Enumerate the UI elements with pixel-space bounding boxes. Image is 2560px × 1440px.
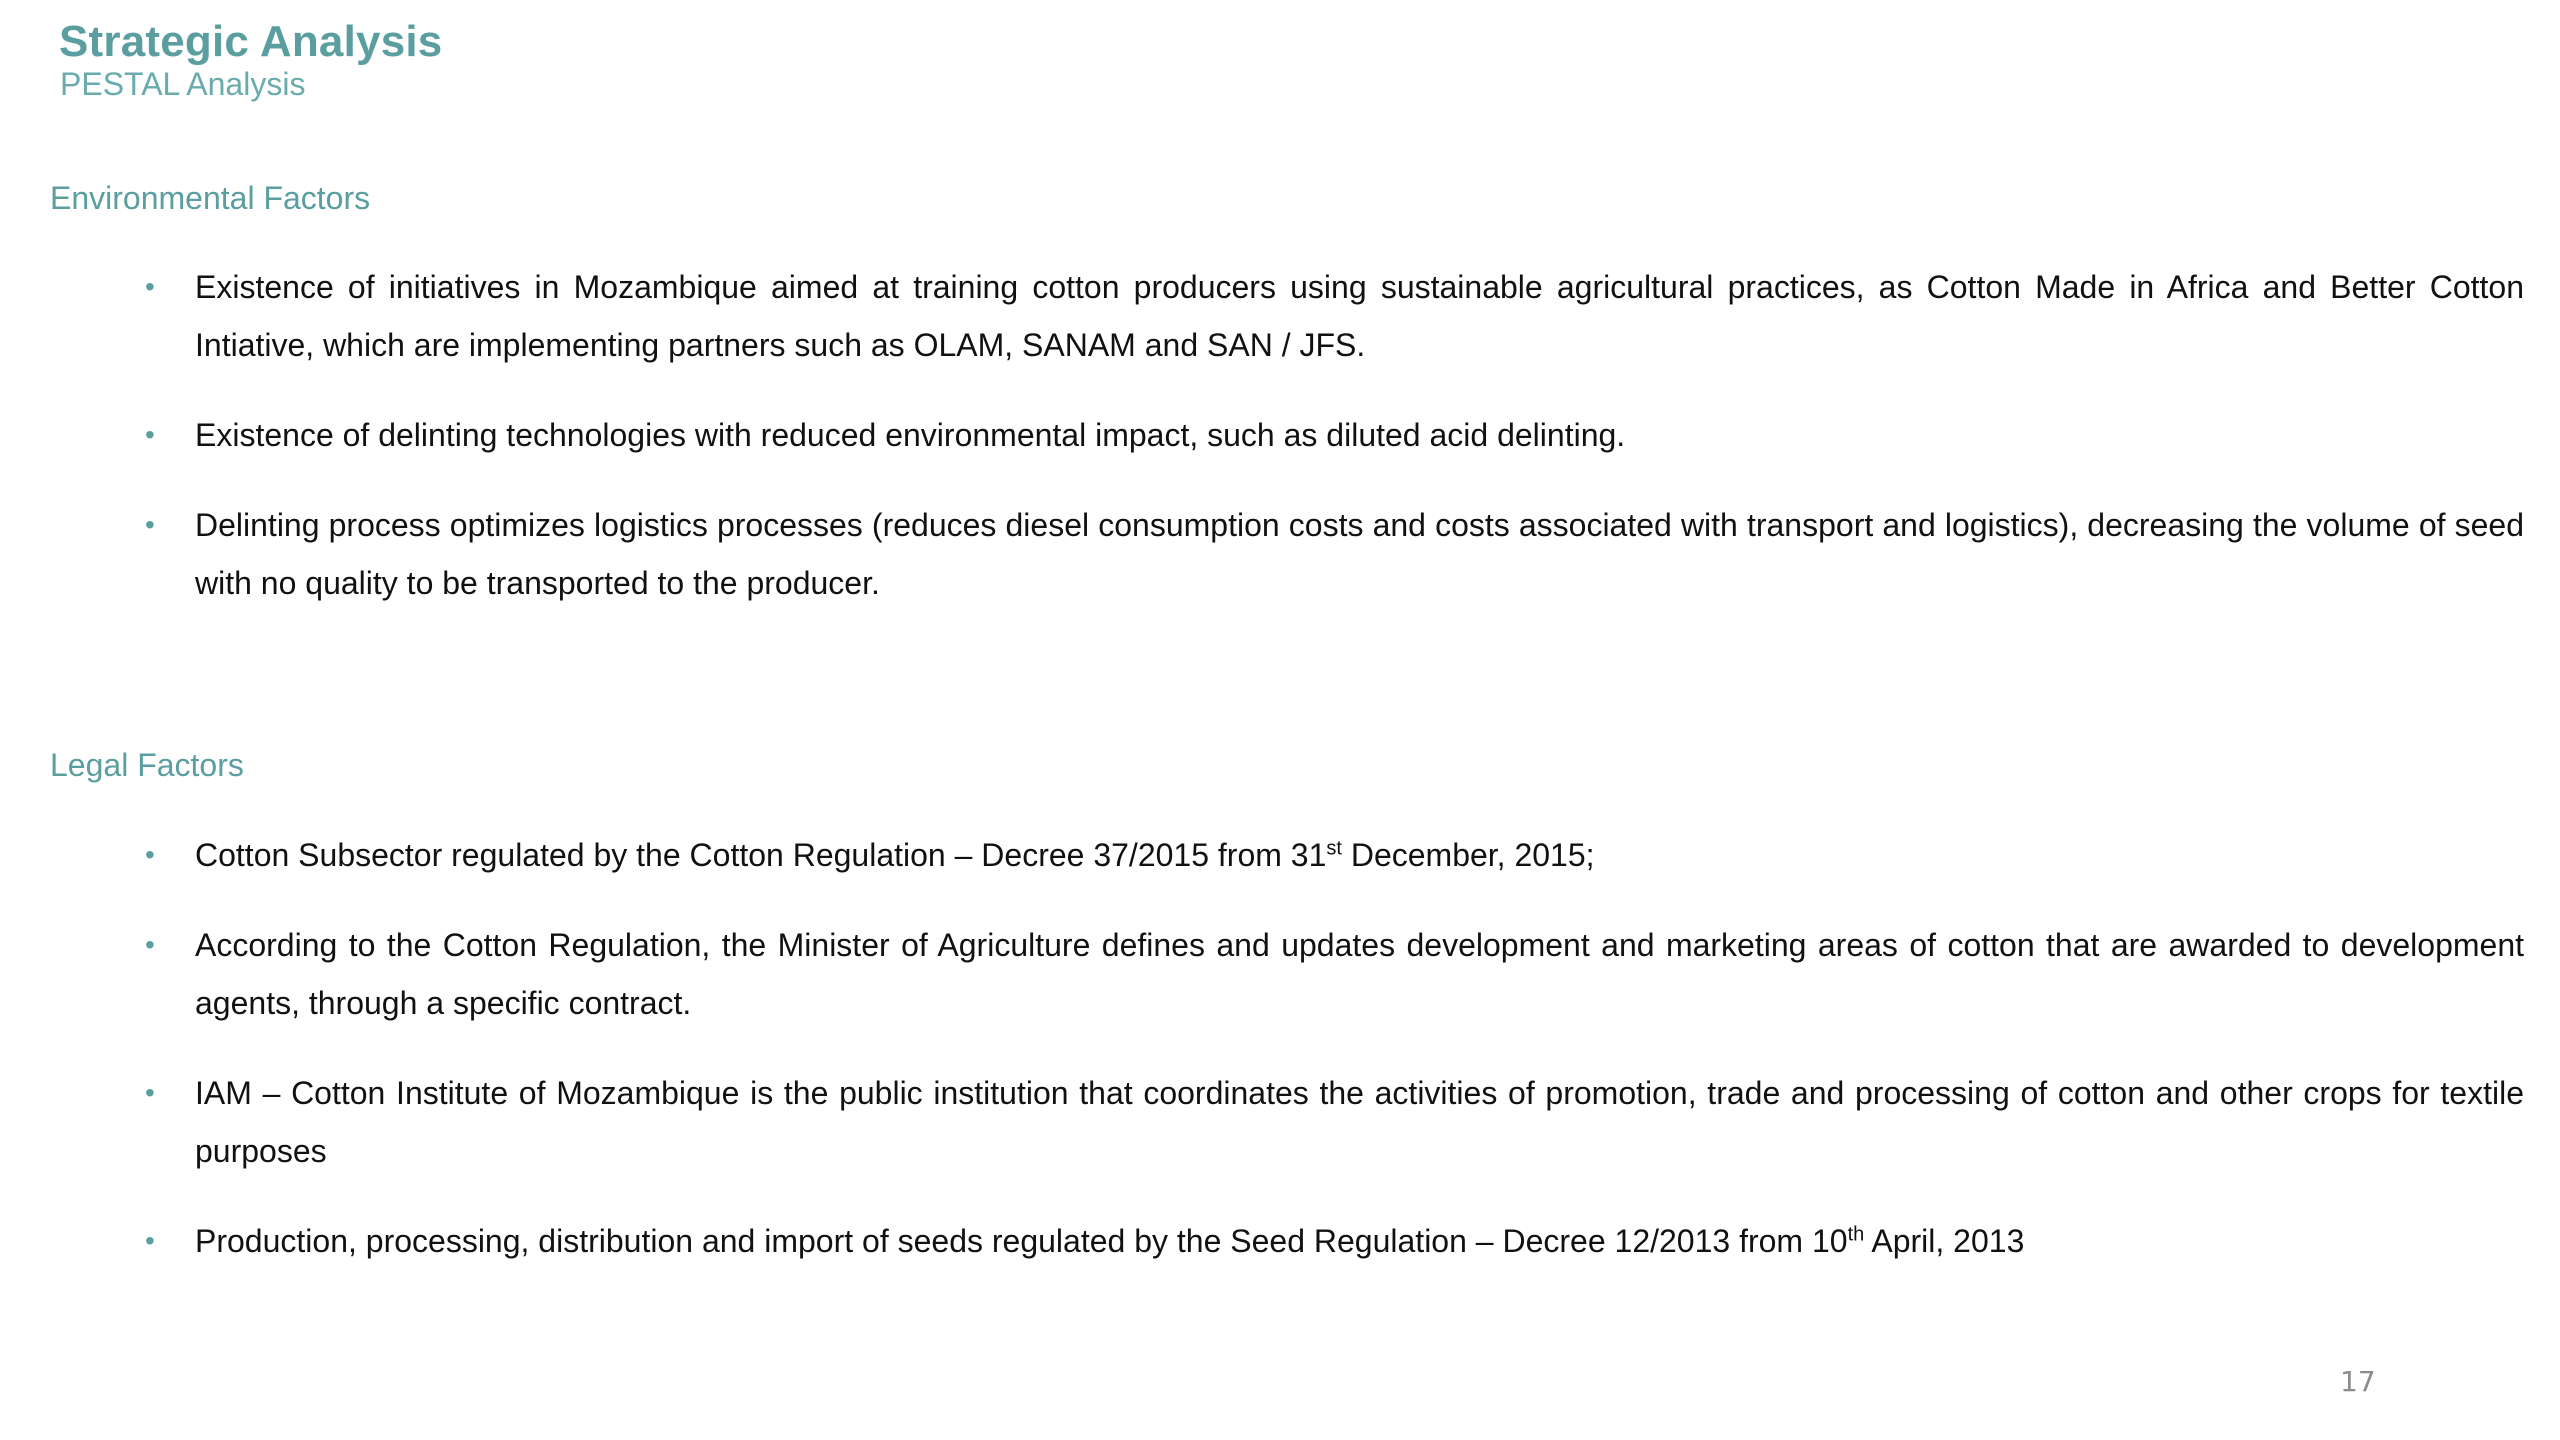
bullet-text-part: Production, processing, distribution and import of seeds regulated by the Seed Regulation – Decree 12/2013 from 10 [195,1223,1848,1259]
bullet-icon: • [145,839,155,870]
page-subtitle: PESTAL Analysis [60,66,306,102]
section-heading-legal: Legal Factors [50,747,244,783]
bullet-icon: • [145,271,155,302]
list-item [0,1064,2524,1180]
bullet-text-part: December, 2015; [1341,837,1595,873]
bullet-text-part: Cotton Subsector regulated by the Cotton Regulation – Decree 37/2015 from 31 [195,837,1327,873]
bullet-text: IAM – Cotton Institute of Mozambique is the public institution that coordinates the activities of promotion, trade and processing of cotton and other crops for textile purposes [195,1075,2524,1169]
legal-factors-list [0,826,2560,1302]
list-item [0,406,2524,464]
page-title: Strategic Analysis [59,17,443,66]
bullet-icon: • [145,509,155,540]
bullet-icon: • [145,929,155,960]
list-item [0,916,2524,1032]
bullet-text: Delinting process optimizes logistics processes (reduces diesel consumption costs and costs associated with transport and logistics), decreasing the volume of seed with no quality to be transported to the producer. [195,507,2524,601]
list-item [0,496,2524,612]
ordinal-suffix: st [1326,837,1342,860]
list-item [0,258,2524,374]
bullet-icon: • [145,1225,155,1256]
bullet-text: Existence of delinting technologies with reduced environmental impact, such as diluted acid delinting. [195,417,1626,453]
bullet-icon: • [145,419,155,450]
environmental-factors-list [0,258,2560,644]
list-item [0,1212,2524,1270]
bullet-text: According to the Cotton Regulation, the Minister of Agriculture defines and updates development and marketing areas of cotton that are awarded to development agents, through a specific contract. [195,927,2524,1021]
bullet-icon: • [145,1077,155,1108]
bullet-text: Existence of initiatives in Mozambique aimed at training cotton producers using sustainable agricultural practices, as Cotton Made in Africa and Better Cotton Intiative, which are implementing partners such as OLAM, SANAM and SAN / JFS. [195,269,2524,363]
bullet-text-part: April, 2013 [1864,1223,2025,1259]
page-number: 17 [2340,1365,2376,1398]
bullet-text [195,1223,2024,1259]
ordinal-suffix: th [1847,1223,1865,1246]
bullet-text [195,837,1595,873]
list-item [0,826,2524,884]
section-heading-environmental: Environmental Factors [50,180,371,216]
